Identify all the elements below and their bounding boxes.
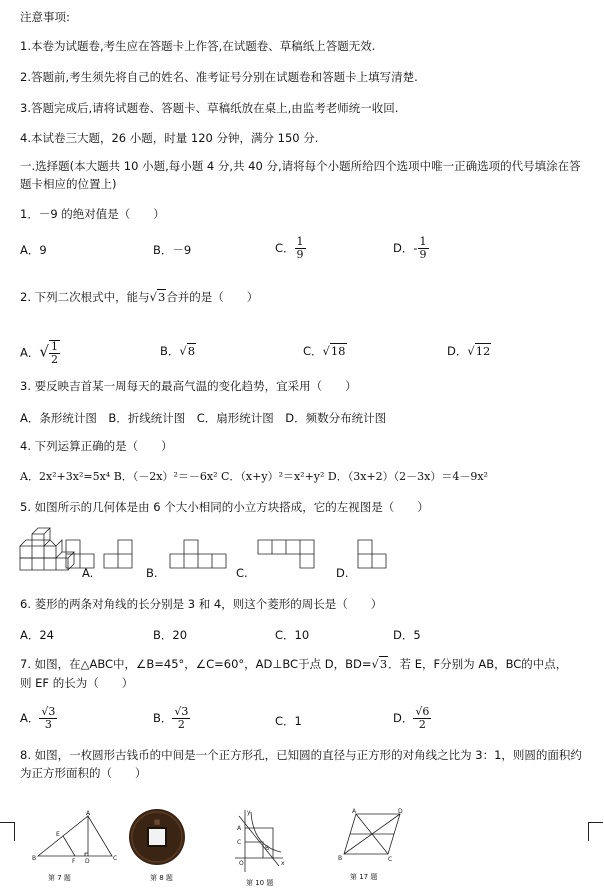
fig7-label-c: C <box>113 855 118 862</box>
q7-option-b-num: √3 <box>174 705 189 718</box>
q5-view-c <box>170 540 226 568</box>
q2-option-a-num: 1 <box>50 340 58 353</box>
q7-option-a-fraction <box>39 706 57 731</box>
corner-mark-right <box>588 822 603 841</box>
q1-option-c-label: C． <box>275 241 295 255</box>
q2-option-a-den: 2 <box>50 353 58 366</box>
q2-option-c-radical: √18 <box>322 344 346 358</box>
q1-stem: 1．－9 的绝对值是（ ） <box>20 207 165 221</box>
section-header: 一.选择题(本大题共 10 小题,每小题 4 分,共 40 分,请将每个小题所给四个选项中唯一正确选项的代号填涂在答题卡相应的位置上) <box>20 159 581 191</box>
fig17-label-d: D <box>398 808 403 815</box>
q2-option-a <box>20 340 60 366</box>
q1-option-d-den: 9 <box>419 248 427 261</box>
q2-stem-post: 合并的是（ ） <box>166 290 259 304</box>
fig10-label-x: x <box>281 860 285 867</box>
q7-option-b-num-rad: 3 <box>181 705 189 718</box>
notice-title: 注意事项: <box>20 10 70 24</box>
fig10-label-y: y <box>247 809 251 816</box>
q1-option-d <box>393 236 429 261</box>
fig7-label-f: F <box>72 858 76 865</box>
q5-view-d <box>258 540 314 568</box>
q5-view-b <box>104 540 132 568</box>
q5-label-a: A. <box>82 566 94 580</box>
q7-stem-line2: 则 EF 的长为（ ） <box>20 676 134 690</box>
notice-item-2: 2.答题前,考生须先将自己的姓名、准考证号分别在试题卷和答题卡上填写清楚. <box>20 70 418 84</box>
q7-option-d-den: 2 <box>418 718 426 731</box>
q5-stem: 5. 如图所示的几何体是由 6 个大小相同的小立方块搭成，它的左视图是（ ） <box>20 500 429 514</box>
fig10-label-c: C <box>237 839 242 846</box>
figure-7-caption: 第 7 题 <box>48 874 71 882</box>
q7-option-c: C．1 <box>275 714 302 728</box>
q6-option-b: B．20 <box>153 628 188 642</box>
q6-stem: 6. 菱形的两条对角线的长分别是 3 和 4，则这个菱形的周长是（ ） <box>20 597 383 611</box>
q7-option-b <box>153 706 190 731</box>
q1-option-c-den: 9 <box>296 248 304 261</box>
q2-option-c-label: C． <box>303 344 323 358</box>
q2-stem-rad-value: 3 <box>157 290 166 304</box>
figure-7-triangle <box>30 810 120 865</box>
q2-option-c <box>303 343 347 359</box>
fig17-label-b: B <box>338 855 343 862</box>
q7-option-a <box>20 706 57 731</box>
q6-option-d: D．5 <box>393 628 421 642</box>
q2-option-d <box>447 343 491 359</box>
q2-option-c-rad-value: 18 <box>330 344 346 358</box>
q8-stem: 8. 如图，一枚圆形古钱币的中间是一个正方形孔，已知圆的直径与正方形的对角线之比为 3：1，则圆的面积约为正方形面积的（ ） <box>20 748 582 780</box>
fig17-label-a: A <box>352 808 357 815</box>
q7-stem-pre: 7. 如图，在△ABC中，∠B=45°，∠C=60°，AD⊥BC于点 D，BD= <box>20 657 372 671</box>
fig10-label-b: B <box>265 845 270 852</box>
figure-10-graph <box>233 808 285 874</box>
figure-10-caption: 第 10 题 <box>246 879 274 887</box>
q7-option-b-label: B． <box>153 711 173 725</box>
q2-stem <box>20 289 258 305</box>
q7-stem <box>20 656 567 672</box>
fig7-label-a: A <box>86 810 91 817</box>
q2-option-d-label: D． <box>447 344 468 358</box>
q2-option-d-radical: √12 <box>467 344 491 358</box>
q1-option-b: B．－9 <box>153 243 192 257</box>
fig7-label-e: E <box>56 831 60 838</box>
fig10-label-o: O <box>239 860 244 867</box>
corner-mark-left <box>0 822 15 841</box>
q1-option-a: A．9 <box>20 243 47 257</box>
q7-option-d-num: √6 <box>415 705 430 718</box>
q2-option-b <box>160 343 196 359</box>
q2-stem-pre: 2. 下列二次根式中，能与 <box>20 290 150 304</box>
q2-stem-radical: √3 <box>149 290 166 304</box>
q2-option-a-fraction <box>49 340 60 366</box>
q2-option-b-label: B． <box>160 344 180 358</box>
fig7-label-b: B <box>32 855 37 862</box>
q1-option-c-fraction <box>295 236 306 261</box>
q2-option-d-rad-value: 12 <box>475 344 491 358</box>
q7-option-a-num-rad: 3 <box>48 705 56 718</box>
coin-char-top: ■ <box>153 818 161 826</box>
figure-17-parallelogram <box>338 810 404 862</box>
figure-8-coin <box>128 808 188 868</box>
notice-item-3: 3.答题完成后,请将试题卷、答题卡、草稿纸放在桌上,由监考老师统一收回. <box>20 101 399 115</box>
q4-stem: 4. 下列运算正确的是（ ） <box>20 439 173 453</box>
q7-option-d-num-rad: 6 <box>422 705 430 718</box>
q2-option-a-radical: √ <box>39 342 49 361</box>
fig17-label-c: C <box>388 856 393 863</box>
q5-view-e <box>358 540 386 568</box>
q2-option-b-rad-value: 8 <box>187 344 196 358</box>
q7-option-a-num: √3 <box>41 705 56 718</box>
q5-figures <box>18 532 578 580</box>
q1-option-d-label: D．- <box>393 241 418 255</box>
q7-option-b-den: 2 <box>177 718 185 731</box>
q1-option-d-fraction <box>418 236 429 261</box>
figure-8-caption: 第 8 题 <box>150 874 173 882</box>
q5-label-b: B. <box>146 566 158 580</box>
q7-stem-rad-value: 3 <box>379 657 388 671</box>
fig7-label-d: D <box>85 858 90 865</box>
notice-item-4: 4.本试卷三大题，26 小题，时量 120 分钟，满分 150 分. <box>20 131 319 145</box>
q5-label-c: C. <box>236 566 248 580</box>
q5-view-a <box>66 540 94 568</box>
q3-options: A．条形统计图 B．折线统计图 C．扇形统计图 D．频数分布统计图 <box>20 411 387 425</box>
q7-option-d-label: D． <box>393 711 414 725</box>
q2-option-b-radical: √8 <box>179 344 196 358</box>
q1-option-c <box>275 236 306 261</box>
q7-option-d-fraction <box>413 706 431 731</box>
q3-stem: 3. 要反映吉首某一周每天的最高气温的变化趋势，宜采用（ ） <box>20 379 357 393</box>
q1-option-c-num: 1 <box>296 235 304 248</box>
figure-17-caption: 第 17 题 <box>350 873 378 881</box>
q7-stem-post: ．若 E，F分别为 AB，BC的中点， <box>388 657 568 671</box>
q7-option-a-label: A． <box>20 711 40 725</box>
q7-stem-radical: √3 <box>371 657 388 671</box>
q5-label-d: D. <box>336 566 349 580</box>
q7-option-b-fraction <box>172 706 190 731</box>
q4-options: A．2x²+3x²=5x⁴ B．（－2x）²＝－6x² C．（x+y）²＝x²+y² D．（3x+2）（2－3x）＝4－9x² <box>20 470 488 483</box>
fig10-label-a: A <box>237 825 242 832</box>
q7-option-d <box>393 706 431 731</box>
q2-option-a-label: A． <box>20 345 40 360</box>
q6-option-c: C．10 <box>275 628 310 642</box>
notice-item-1: 1.本卷为试题卷,考生应在答题卡上作答,在试题卷、草稿纸上答题无效. <box>20 39 376 53</box>
q7-option-a-den: 3 <box>44 718 52 731</box>
q1-option-d-num: 1 <box>419 235 427 248</box>
q6-option-a: A．24 <box>20 628 55 642</box>
